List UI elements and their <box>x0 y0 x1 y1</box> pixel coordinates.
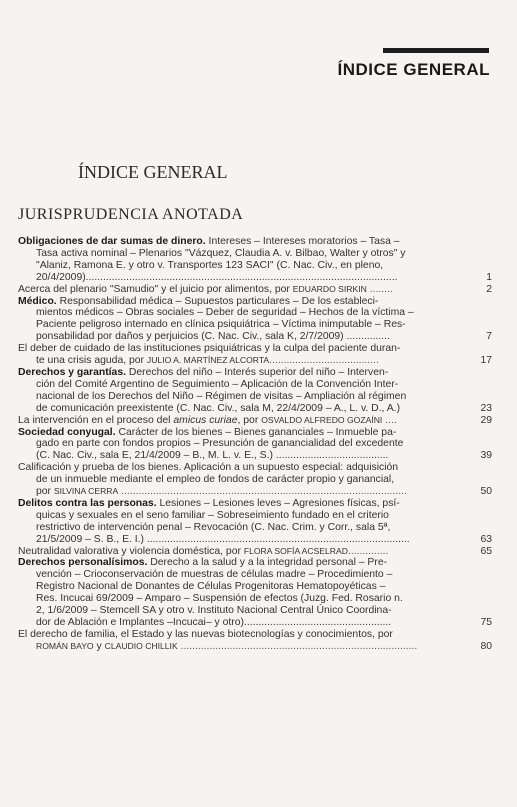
entry-continuation: ponsabilidad por daños y perjuicios (C. Nac. Civ., sala K, 2/7/2009) ............... <box>36 331 390 343</box>
toc-entry <box>18 415 492 427</box>
toc-entry <box>18 557 492 628</box>
entry-author: ROMÁN BAYO <box>36 640 94 651</box>
entry-dots: .... <box>382 414 397 426</box>
entry-author: OSVALDO ALFREDO GOZAÍNI <box>261 414 383 425</box>
entry-continuation <box>18 486 462 498</box>
entry-page-number: 17 <box>480 355 492 367</box>
entry-text: , por <box>237 414 262 426</box>
entry-dots: .............. <box>347 545 389 557</box>
entry-text: Acerca del plenario "Samudio" y el juicio por alimentos, por <box>18 283 293 295</box>
entry-continuation <box>18 355 462 367</box>
entry-continuation: de comunicación preexistente (C. Nac. Civ., sala M, 22/4/2009 – A., L. v. D., A.) <box>36 402 401 414</box>
entry-continuation: 2, 1/6/2009 – Stemcell SA y otro v. Instituto Nacional Central Único Coordina- <box>36 605 392 617</box>
entry-text: Neutralidad valorativa y violencia doméstica, por <box>18 545 244 557</box>
entry-lead: Derechos y garantías. <box>18 366 126 378</box>
toc-entry <box>18 236 492 284</box>
entry-page-number: 23 <box>480 402 492 414</box>
entry-lead: Sociedad conyugal. <box>18 426 116 438</box>
entry-dots: ...................................... <box>269 355 379 367</box>
section-title: JURISPRUDENCIA ANOTADA <box>18 206 244 223</box>
toc-entry <box>18 367 492 415</box>
entry-page-number: 7 <box>486 331 492 343</box>
entry-text: Derecho a la salud y a la integridad personal – Pre- <box>147 557 388 569</box>
entry-text: Carácter de los bienes – Bienes gananciales – Inmueble pa- <box>115 426 397 438</box>
entry-page-number: 1 <box>486 271 492 283</box>
entry-page-number: 50 <box>480 486 492 498</box>
entry-continuation: dor de Ablación e Implantes –Incucai– y otro)................................................... <box>36 617 392 628</box>
entry-text: Responsabilidad médica – Supuestos particulares – De los estableci- <box>56 295 379 307</box>
entry-author: CLAUDIO CHILLIK <box>104 640 178 651</box>
entry-text: Derechos del niño – Interés superior del niño – Interven- <box>126 366 389 378</box>
entry-lead: Delitos contra las personas. <box>18 497 157 509</box>
entry-continuation: "Alaniz, Ramona E. y otro v. Transportes 123 SACI" (C. Nac. Civ., en pleno, <box>36 259 384 271</box>
entry-text: El derecho de familia, el Estado y las nuevas biotecnologías y conocimientos, por <box>18 628 393 640</box>
toc-entry <box>18 629 492 653</box>
entry-page-number: 65 <box>480 545 492 557</box>
entry-page-number: 29 <box>480 414 492 426</box>
toc-entry <box>18 296 492 344</box>
entry-continuation: nacional de los Derechos del Niño – Régimen de visitas – Ampliación al régimen <box>36 390 407 402</box>
entry-lead: Derechos personalísimos. <box>18 557 148 569</box>
entry-page-number: 39 <box>480 450 492 462</box>
entry-text: Calificación y prueba de los bienes. Aplicación a un supuesto especial: adquisición <box>18 462 399 474</box>
entry-text: por <box>36 486 54 498</box>
toc-entry <box>18 546 492 558</box>
entry-continuation: gado en parte con fondos propios – Presunción de ganancialidad del excedente <box>36 438 404 450</box>
page-title: ÍNDICE GENERAL <box>78 162 228 182</box>
entry-text: y <box>93 640 105 652</box>
entry-continuation: vención – Crioconservación de muestras de células madre – Procedimiento – <box>36 569 393 581</box>
entry-text: Intereses – Intereses moratorios – Tasa – <box>205 236 400 247</box>
toc-entry <box>18 498 492 546</box>
entry-dots: .................................................................................. <box>177 640 418 652</box>
entry-text: te una crisis aguda, por <box>36 355 147 367</box>
toc-entry <box>18 427 492 463</box>
entry-continuation: (C. Nac. Civ., sala E, 21/4/2009 – B., M. L. v. E., S.) ....................................... <box>36 450 389 462</box>
entry-continuation: Tasa activa nominal – Plenarios "Vázquez, Claudia A. v. Bilbao, Walter y otros" y <box>36 247 406 259</box>
entry-text: El deber de cuidado de las instituciones psiquiátricas y la culpa del paciente duran- <box>18 343 401 355</box>
entry-continuation: restrictivo de intervención penal – Revocación (C. Nac. Crim. y Corr., sala 5ª, <box>36 521 391 533</box>
toc-entry <box>18 343 492 367</box>
toc-entry <box>18 462 492 498</box>
entry-continuation: Paciente peligroso internado en clínica psiquiátrica – Víctima inimputable – Res- <box>36 319 406 331</box>
entry-author: FLORA SOFÍA ACSELRAD <box>243 545 348 556</box>
entry-continuation: Registro Nacional de Donantes de Células Progenitoras Hematopoyéticas – <box>36 581 386 593</box>
entry-dots: ................................................................................................... <box>118 486 407 498</box>
entry-page-number: 63 <box>480 533 492 545</box>
entry-author: JULIO A. MARTÍNEZ ALCORTA <box>146 355 270 366</box>
entry-author: EDUARDO SIRKIN <box>292 283 367 294</box>
entry-continuation <box>18 641 462 653</box>
running-header: ÍNDICE GENERAL <box>337 60 490 79</box>
entry-page-number: 75 <box>480 617 492 628</box>
entry-dots: ........ <box>366 283 393 295</box>
entry-continuation: 21/5/2009 – S. B., E. I.) ........................................................................................... <box>36 533 410 545</box>
entry-author: SILVINA CERRA <box>53 486 119 497</box>
toc-entries <box>18 236 492 653</box>
entry-continuation: Res. Incucai 69/2009 – Amparo – Suspensión de efectos (Juzg. Fed. Rosario n. <box>36 593 403 605</box>
entry-continuation: de un inmueble mediante el empleo de fondos de carácter propio y ganancial, <box>36 474 395 486</box>
entry-lead: Obligaciones de dar sumas de dinero. <box>18 236 206 247</box>
entry-continuation: ción del Comité Argentino de Seguimiento – Aplicación de la Convención Inter- <box>36 378 399 390</box>
entry-text: La intervención en el proceso del <box>18 414 174 426</box>
entry-continuation: quicas y sexuales en el seno familiar – Sobreseimiento fundado en el criterio <box>36 509 389 521</box>
entry-lead: Médico. <box>18 295 57 307</box>
entry-page-number: 2 <box>486 283 492 295</box>
header-rule <box>383 48 489 53</box>
entry-page-number: 80 <box>480 640 492 652</box>
entry-italic: amicus curiae <box>173 414 238 426</box>
entry-continuation: mientos médicos – Obras sociales – Deber de seguridad – Hechos de la víctima – <box>36 307 414 319</box>
entry-text: Lesiones – Lesiones leves – Agresiones físicas, psí- <box>156 497 400 509</box>
toc-entry <box>18 284 492 296</box>
entry-continuation: 20/4/2009)............................................................................................................ <box>36 271 398 283</box>
